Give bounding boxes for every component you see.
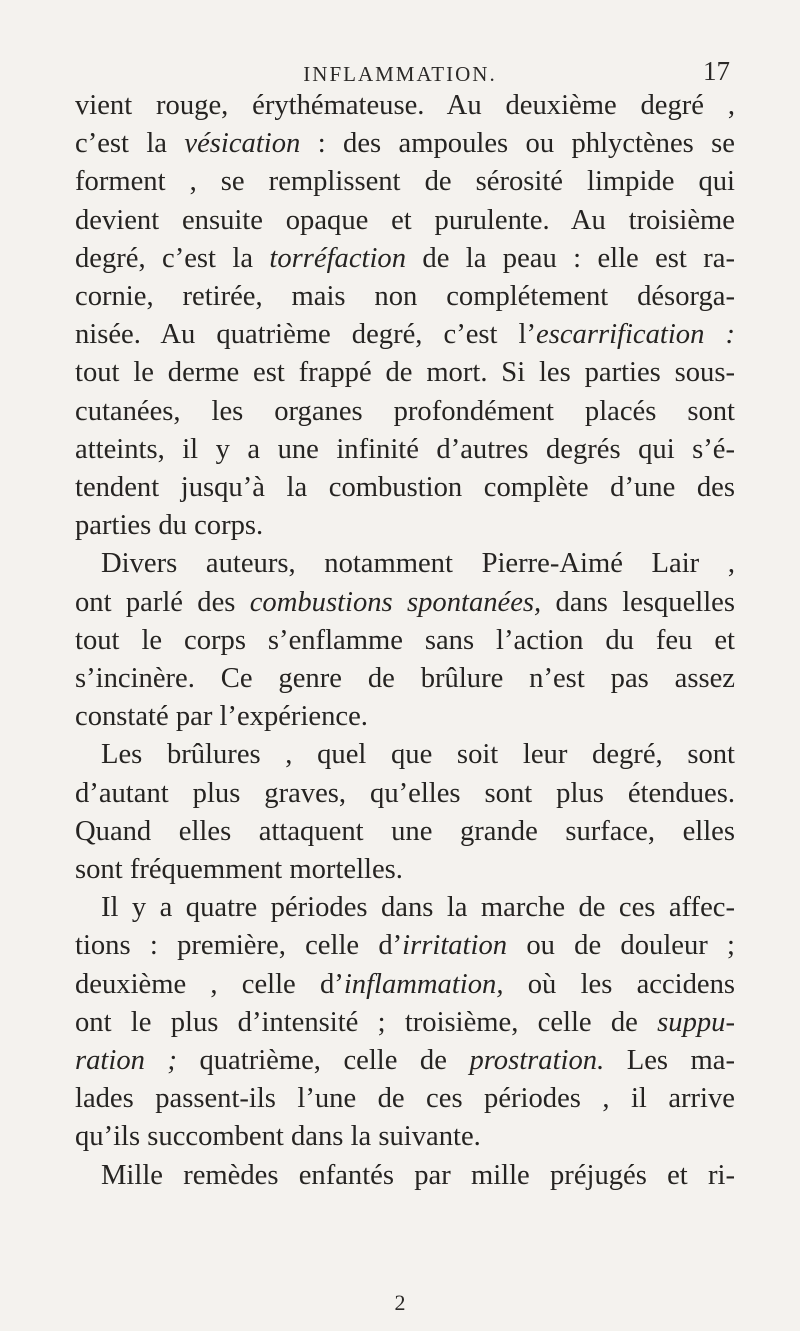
running-title: INFLAMMATION. (303, 62, 497, 86)
signature-mark: 2 (394, 1290, 406, 1315)
text-line (75, 660, 735, 698)
body-text (75, 87, 735, 1195)
italic-run: suppu- (657, 1006, 735, 1038)
text-line (75, 1118, 735, 1156)
italic-run: irritation (402, 930, 508, 962)
text-line (75, 966, 735, 1004)
text-run: devient ensuite opaque et purulente. Au troisième (75, 204, 735, 236)
page-number: 17 (703, 56, 730, 86)
text-run: d’autant plus graves, qu’elles sont plus étendues. (75, 777, 735, 809)
text-run: Quand elles attaquent une grande surface, elles (75, 815, 735, 847)
text-line (75, 1157, 735, 1195)
text-line (75, 240, 735, 278)
text-line (75, 1004, 735, 1042)
text-run: degré, c’est la (75, 242, 270, 274)
text-run: dans lesquelles (541, 586, 735, 618)
italic-run: combustions spontanées, (249, 586, 542, 618)
text-line (75, 316, 735, 354)
text-line (75, 1080, 735, 1118)
italic-run: torréfaction (269, 242, 407, 274)
text-run: Mille remèdes enfantés par mille préjugés et ri- (101, 1159, 735, 1191)
text-run: Il y a quatre périodes dans la marche de ces affec- (101, 892, 735, 924)
text-run: cutanées, les organes profondément placés sont (75, 395, 735, 427)
text-line (75, 1042, 735, 1080)
text-line (75, 889, 735, 927)
text-line (75, 278, 735, 316)
text-run: sont fréquemment mortelles. (75, 854, 403, 886)
text-run: de la peau : elle est ra- (406, 242, 735, 274)
text-line (75, 87, 735, 125)
text-run: tions : première, celle d’ (75, 930, 403, 962)
text-run: c’est la (75, 128, 185, 160)
text-line (75, 354, 735, 392)
text-line (75, 202, 735, 240)
text-line (75, 622, 735, 660)
text-run: qu’ils succombent dans la suivante. (75, 1121, 481, 1153)
text-line (75, 163, 735, 201)
text-run: lades passent-ils l’une de ces périodes , il arrive (75, 1083, 735, 1115)
italic-run: inflammation, (343, 968, 504, 1000)
italic-run: prostration. (469, 1045, 605, 1077)
text-run: deuxième , celle d’ (75, 968, 344, 1000)
text-run: tout le derme est frappé de mort. Si les parties sous- (75, 357, 735, 389)
text-line (75, 393, 735, 431)
text-line (75, 545, 735, 583)
text-line (75, 851, 735, 889)
italic-run: escarrification : (536, 319, 735, 351)
text-run: nisée. Au quatrième degré, c’est l’ (75, 319, 537, 351)
text-run: tendent jusqu’à la combustion complète d’une des (75, 472, 735, 504)
text-run: vient rouge, érythémateuse. Au deuxième degré , (75, 90, 735, 121)
text-line (75, 813, 735, 851)
text-run: constaté par l’expérience. (75, 701, 368, 733)
text-run: Les ma- (604, 1045, 736, 1077)
text-run: forment , se remplissent de sérosité limpide qui (75, 166, 735, 198)
text-run: atteints, il y a une infinité d’autres degrés qui s’é- (75, 433, 735, 465)
text-run: ont parlé des (75, 586, 250, 618)
text-run: parties du corps. (75, 510, 264, 542)
text-run: cornie, retirée, mais non complétement désorga- (75, 281, 735, 313)
text-line (75, 469, 735, 507)
text-line (75, 584, 735, 622)
text-line (75, 125, 735, 163)
text-run: tout le corps s’enflamme sans l’action du feu et (75, 624, 735, 656)
text-line (75, 927, 735, 965)
text-run: : des ampoules ou phlyctènes se (300, 128, 735, 160)
text-run: Divers auteurs, notamment Pierre-Aimé Lair , (101, 548, 735, 580)
text-line (75, 775, 735, 813)
text-run: ou de douleur ; (507, 930, 735, 962)
text-line (75, 698, 735, 736)
text-run: quatrième, celle de (176, 1045, 470, 1077)
text-run: Les brûlures , quel que soit leur degré, sont (101, 739, 735, 771)
text-run: s’incinère. Ce genre de brûlure n’est pas assez (75, 663, 735, 695)
italic-run: vésication (184, 128, 301, 160)
text-line (75, 736, 735, 774)
text-run: où les accidens (503, 968, 736, 1000)
text-line (75, 431, 735, 469)
text-run: ont le plus d’intensité ; troisième, celle de (75, 1006, 658, 1038)
italic-run: ration ; (75, 1045, 177, 1077)
text-line (75, 507, 735, 545)
